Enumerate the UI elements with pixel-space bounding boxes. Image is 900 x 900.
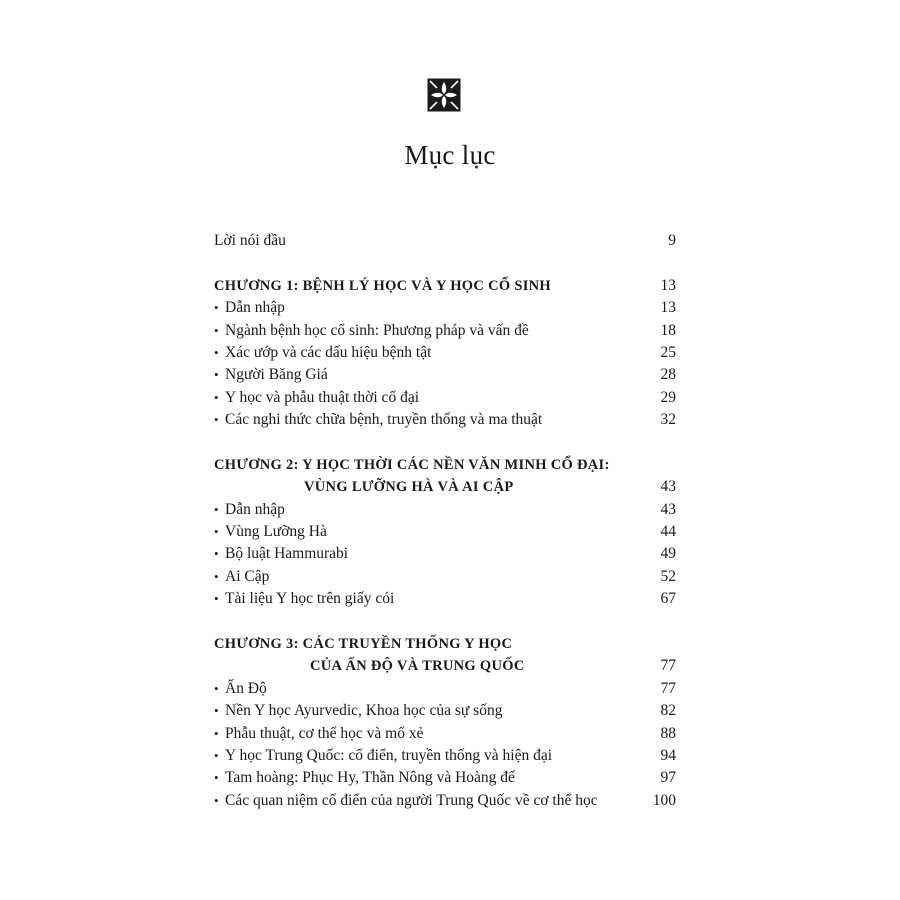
chapter-page: 77 (660, 657, 676, 675)
toc-item (214, 723, 676, 745)
chapter-heading-continued (214, 476, 676, 498)
toc-item-page: 88 (660, 724, 676, 742)
toc-item-label: • Ngành bệnh học cổ sinh: Phương pháp và vấn đề (214, 320, 529, 342)
toc-entry-preface (214, 230, 676, 252)
chapter-page: 43 (660, 478, 676, 496)
toc-item (214, 767, 676, 789)
toc-item (214, 588, 676, 610)
toc-item (214, 745, 676, 767)
chapter-heading-continued (214, 655, 676, 677)
toc-item-page: 32 (660, 411, 676, 429)
toc-item (214, 499, 676, 521)
toc-item-label: • Vùng Lưỡng Hà (214, 521, 327, 543)
chapter-page: 13 (660, 276, 676, 294)
toc-item-page: 52 (660, 567, 676, 585)
toc-item (214, 409, 676, 431)
toc-item (214, 678, 676, 700)
toc-item (214, 543, 676, 565)
toc-item-label: • Y học và phẫu thuật thời cổ đại (214, 387, 419, 409)
toc-item (214, 521, 676, 543)
toc-item-page: 82 (660, 702, 676, 720)
toc-item-page: 67 (660, 590, 676, 608)
toc-item-page: 97 (660, 769, 676, 787)
toc-item-page: 44 (660, 523, 676, 541)
chapter-title: CHƯƠNG 1: BỆNH LÝ HỌC VÀ Y HỌC CỔ SINH (214, 277, 551, 294)
toc-item (214, 566, 676, 588)
toc-item-label: • Ấn Độ (214, 678, 267, 700)
chapter-heading (214, 275, 676, 297)
toc-item (214, 700, 676, 722)
toc-item-label: • Dẫn nhập (214, 499, 285, 521)
toc-item-page: 18 (660, 321, 676, 339)
toc-item-label: • Tài liệu Y học trên giấy cói (214, 588, 394, 610)
toc-item-label: • Người Băng Giá (214, 364, 328, 386)
four-petal-ornament-icon (427, 78, 461, 112)
toc-item-label: • Bộ luật Hammurabi (214, 543, 348, 565)
chapter-title-line-2: CỦA ẤN ĐỘ VÀ TRUNG QUỐC (310, 658, 525, 675)
toc-item-page: 49 (660, 545, 676, 563)
chapter-heading (214, 633, 676, 655)
toc-item-page: 28 (660, 366, 676, 384)
chapter-heading (214, 454, 676, 476)
toc-item (214, 387, 676, 409)
toc-item (214, 320, 676, 342)
toc-item-page: 29 (660, 388, 676, 406)
toc-item-label: • Ai Cập (214, 566, 269, 588)
toc-item-page: 94 (660, 746, 676, 764)
toc-item (214, 790, 676, 812)
toc-item (214, 364, 676, 386)
toc-item-page: 77 (660, 679, 676, 697)
chapter-title: CHƯƠNG 3: CÁC TRUYỀN THỐNG Y HỌC (214, 636, 513, 653)
toc-item (214, 297, 676, 319)
toc-entry-page: 9 (668, 232, 676, 249)
toc-item-label: • Các nghi thức chữa bệnh, truyền thống và ma thuật (214, 409, 542, 431)
toc-entry-label: Lời nói đầu (214, 232, 286, 249)
toc-item-label: • Tam hoàng: Phục Hy, Thần Nông và Hoàng đế (214, 767, 515, 789)
toc-item-label: • Dẫn nhập (214, 297, 285, 319)
toc-item-label: • Nền Y học Ayurvedic, Khoa học của sự sống (214, 700, 502, 722)
toc-item-page: 43 (660, 500, 676, 518)
toc-item-label: • Y học Trung Quốc: cổ điển, truyền thống và hiện đại (214, 745, 552, 767)
toc-item-page: 25 (660, 343, 676, 361)
toc-item-label: • Phẫu thuật, cơ thể học và mổ xẻ (214, 723, 423, 745)
toc-item-label: • Xác ướp và các dấu hiệu bệnh tật (214, 342, 431, 364)
chapter-title: CHƯƠNG 2: Y HỌC THỜI CÁC NỀN VĂN MINH CỔ ĐẠI: (214, 456, 610, 473)
toc-item-page: 13 (660, 299, 676, 317)
toc-item-page: 100 (652, 791, 676, 809)
toc-item-label: • Các quan niệm cổ điển của người Trung Quốc về cơ thể học (214, 790, 598, 812)
toc-item (214, 342, 676, 364)
chapter-title-line-2: VÙNG LƯỠNG HÀ VÀ AI CẬP (304, 479, 514, 496)
page-title: Mục lục (404, 140, 496, 170)
table-of-contents (214, 230, 676, 812)
